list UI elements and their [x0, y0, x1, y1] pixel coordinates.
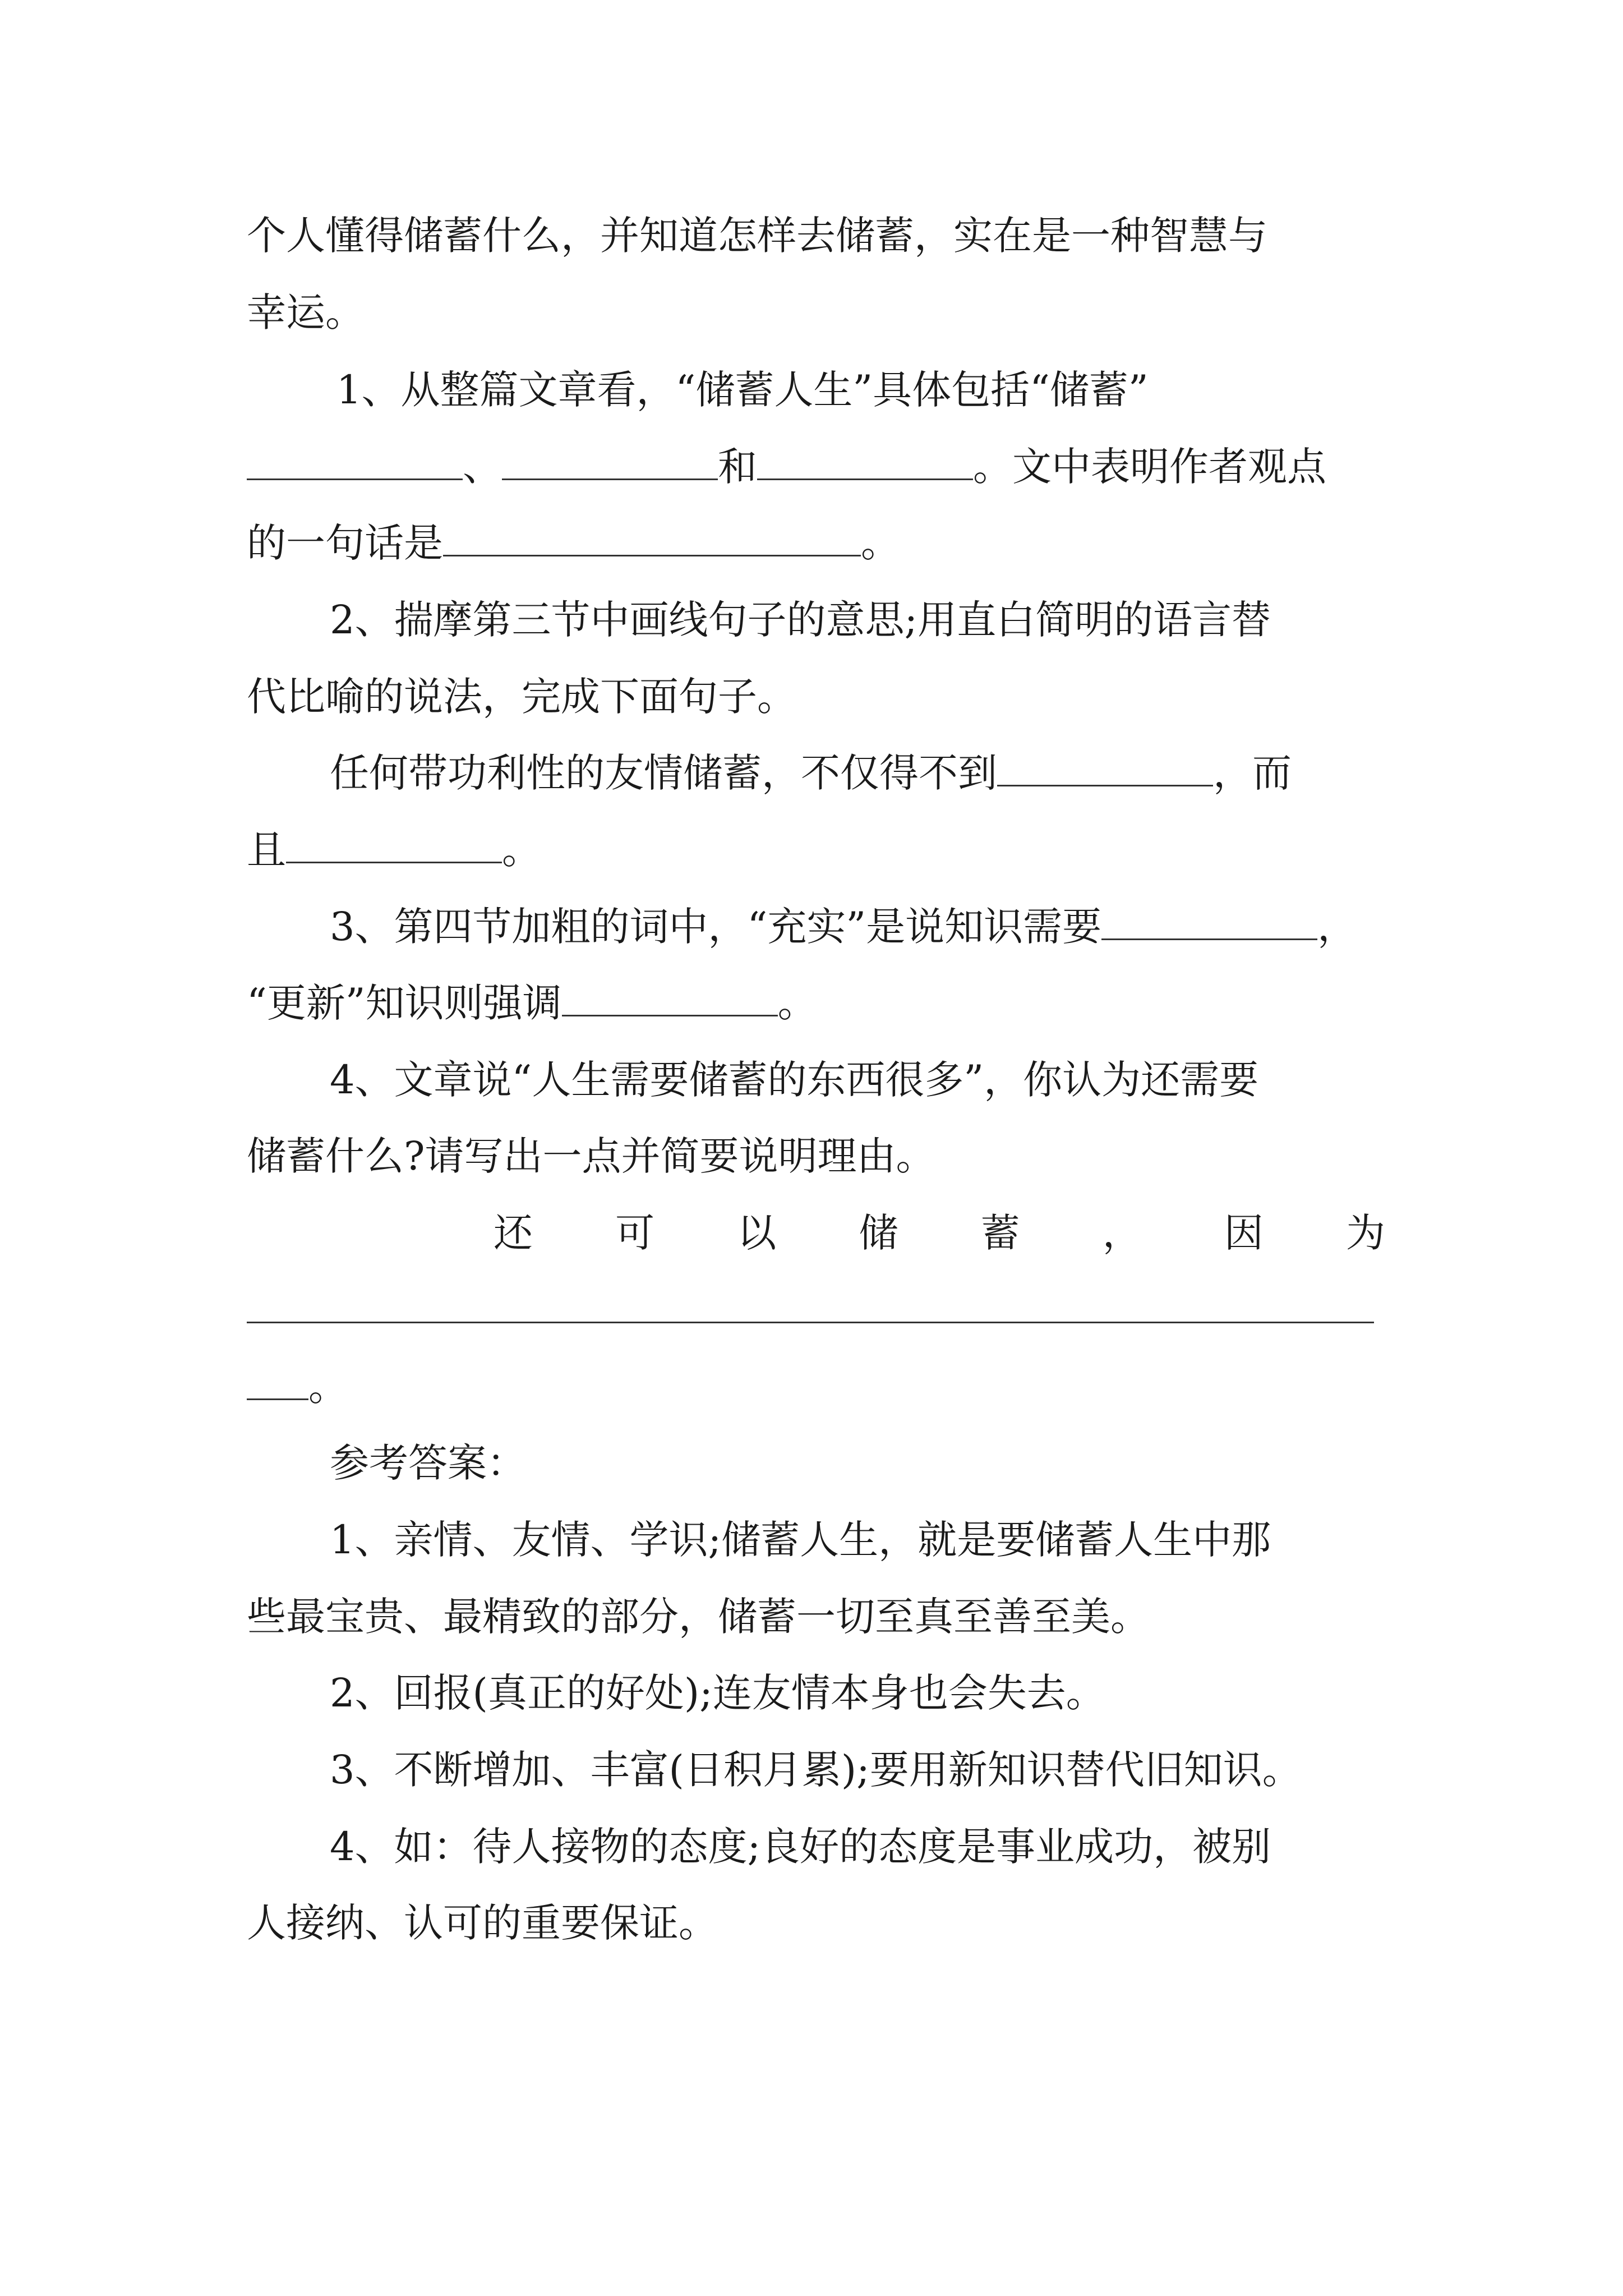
answer-1-line-1: 1、亲情、友情、学识;储蓄人生，就是要储蓄人生中那 [330, 1517, 1271, 1563]
answer-blank[interactable] [247, 439, 463, 480]
answer-blank[interactable] [443, 516, 861, 556]
answers-heading: 参考答案： [330, 1440, 526, 1486]
q3-line-1-prefix: 3、第四节加粗的词中，“充实”是说知识需要 [330, 904, 1102, 950]
q1-separator: 、 [463, 444, 502, 490]
spread-char: 可 [615, 1210, 655, 1256]
q2-line-4-prefix: 且 [247, 827, 286, 873]
spread-char: 因 [1224, 1210, 1264, 1256]
answer-blank[interactable] [502, 439, 718, 480]
q2-line-1: 2、揣摩第三节中画线句子的意思;用直白简明的语言替 [330, 597, 1271, 643]
q3-line-1-suffix: ， [1317, 904, 1357, 950]
spread-char: ， [1102, 1210, 1142, 1256]
q3-line-2-prefix: “更新”知识则强调 [247, 980, 562, 1026]
answer-blank[interactable] [562, 976, 778, 1016]
answer-4-line-2: 人接纳、认可的重要保证。 [247, 1900, 718, 1946]
spread-char: 储 [859, 1210, 898, 1256]
q3-line-2 [247, 969, 817, 1037]
spread-char: 还 [494, 1210, 533, 1256]
q1-and: 和 [718, 444, 757, 490]
q2-line-4 [247, 816, 541, 884]
intro-line-1: 个人懂得储蓄什么，并知道怎样去储蓄，实在是一种智慧与 [247, 213, 1267, 259]
answer-blank[interactable] [757, 439, 973, 480]
q1-tail: 。文中表明作者观点 [973, 444, 1326, 490]
answer-2: 2、回报(真正的好处);连友情本身也会失去。 [330, 1670, 1105, 1716]
spread-char: 为 [1345, 1210, 1385, 1256]
q2-line-3 [330, 739, 1292, 807]
q4-line-2: 储蓄什么?请写出一点并简要说明理由。 [247, 1133, 935, 1179]
spread-char: 以 [737, 1210, 777, 1256]
answer-4-line-1: 4、如：待人接物的态度;良好的态度是事业成功，被别 [330, 1824, 1271, 1870]
q2-line-2: 代比喻的说法，完成下面句子。 [247, 674, 796, 720]
q4-spread-line [494, 1199, 1385, 1267]
answer-blank[interactable] [286, 822, 502, 863]
q2-line-3-suffix: ，而 [1213, 750, 1292, 796]
q4-line-1: 4、文章说“人生需要储蓄的东西很多”，你认为还需要 [330, 1057, 1259, 1103]
spread-char: 蓄 [980, 1210, 1020, 1256]
q1-line-2 [247, 433, 1326, 500]
q2-line-3-prefix: 任何带功利性的友情储蓄，不仅得不到 [330, 750, 997, 796]
q4-end-line [247, 1353, 348, 1420]
q4-long-blank-line [247, 1276, 1374, 1343]
q1-line-3-suffix: 。 [861, 520, 900, 566]
answer-blank[interactable] [247, 1359, 308, 1400]
q1-line-3 [247, 509, 900, 577]
q3-line-1 [330, 893, 1357, 960]
answer-1-line-2: 些最宝贵、最精致的部分，储蓄一切至真至善至美。 [247, 1594, 1150, 1640]
answer-blank[interactable] [247, 1282, 1374, 1323]
answer-blank[interactable] [1101, 899, 1317, 940]
q3-line-2-suffix: 。 [777, 980, 817, 1026]
q1-line-3-prefix: 的一句话是 [247, 520, 443, 566]
intro-line-2: 幸运。 [247, 289, 365, 335]
answer-blank[interactable] [997, 746, 1213, 786]
q4-end-suffix: 。 [308, 1364, 348, 1410]
answer-3: 3、不断增加、丰富(日积月累);要用新知识替代旧知识。 [330, 1747, 1302, 1793]
q1-line-1: 1、从整篇文章看，“储蓄人生”具体包括“储蓄” [336, 367, 1149, 413]
q2-line-4-suffix: 。 [502, 827, 541, 873]
